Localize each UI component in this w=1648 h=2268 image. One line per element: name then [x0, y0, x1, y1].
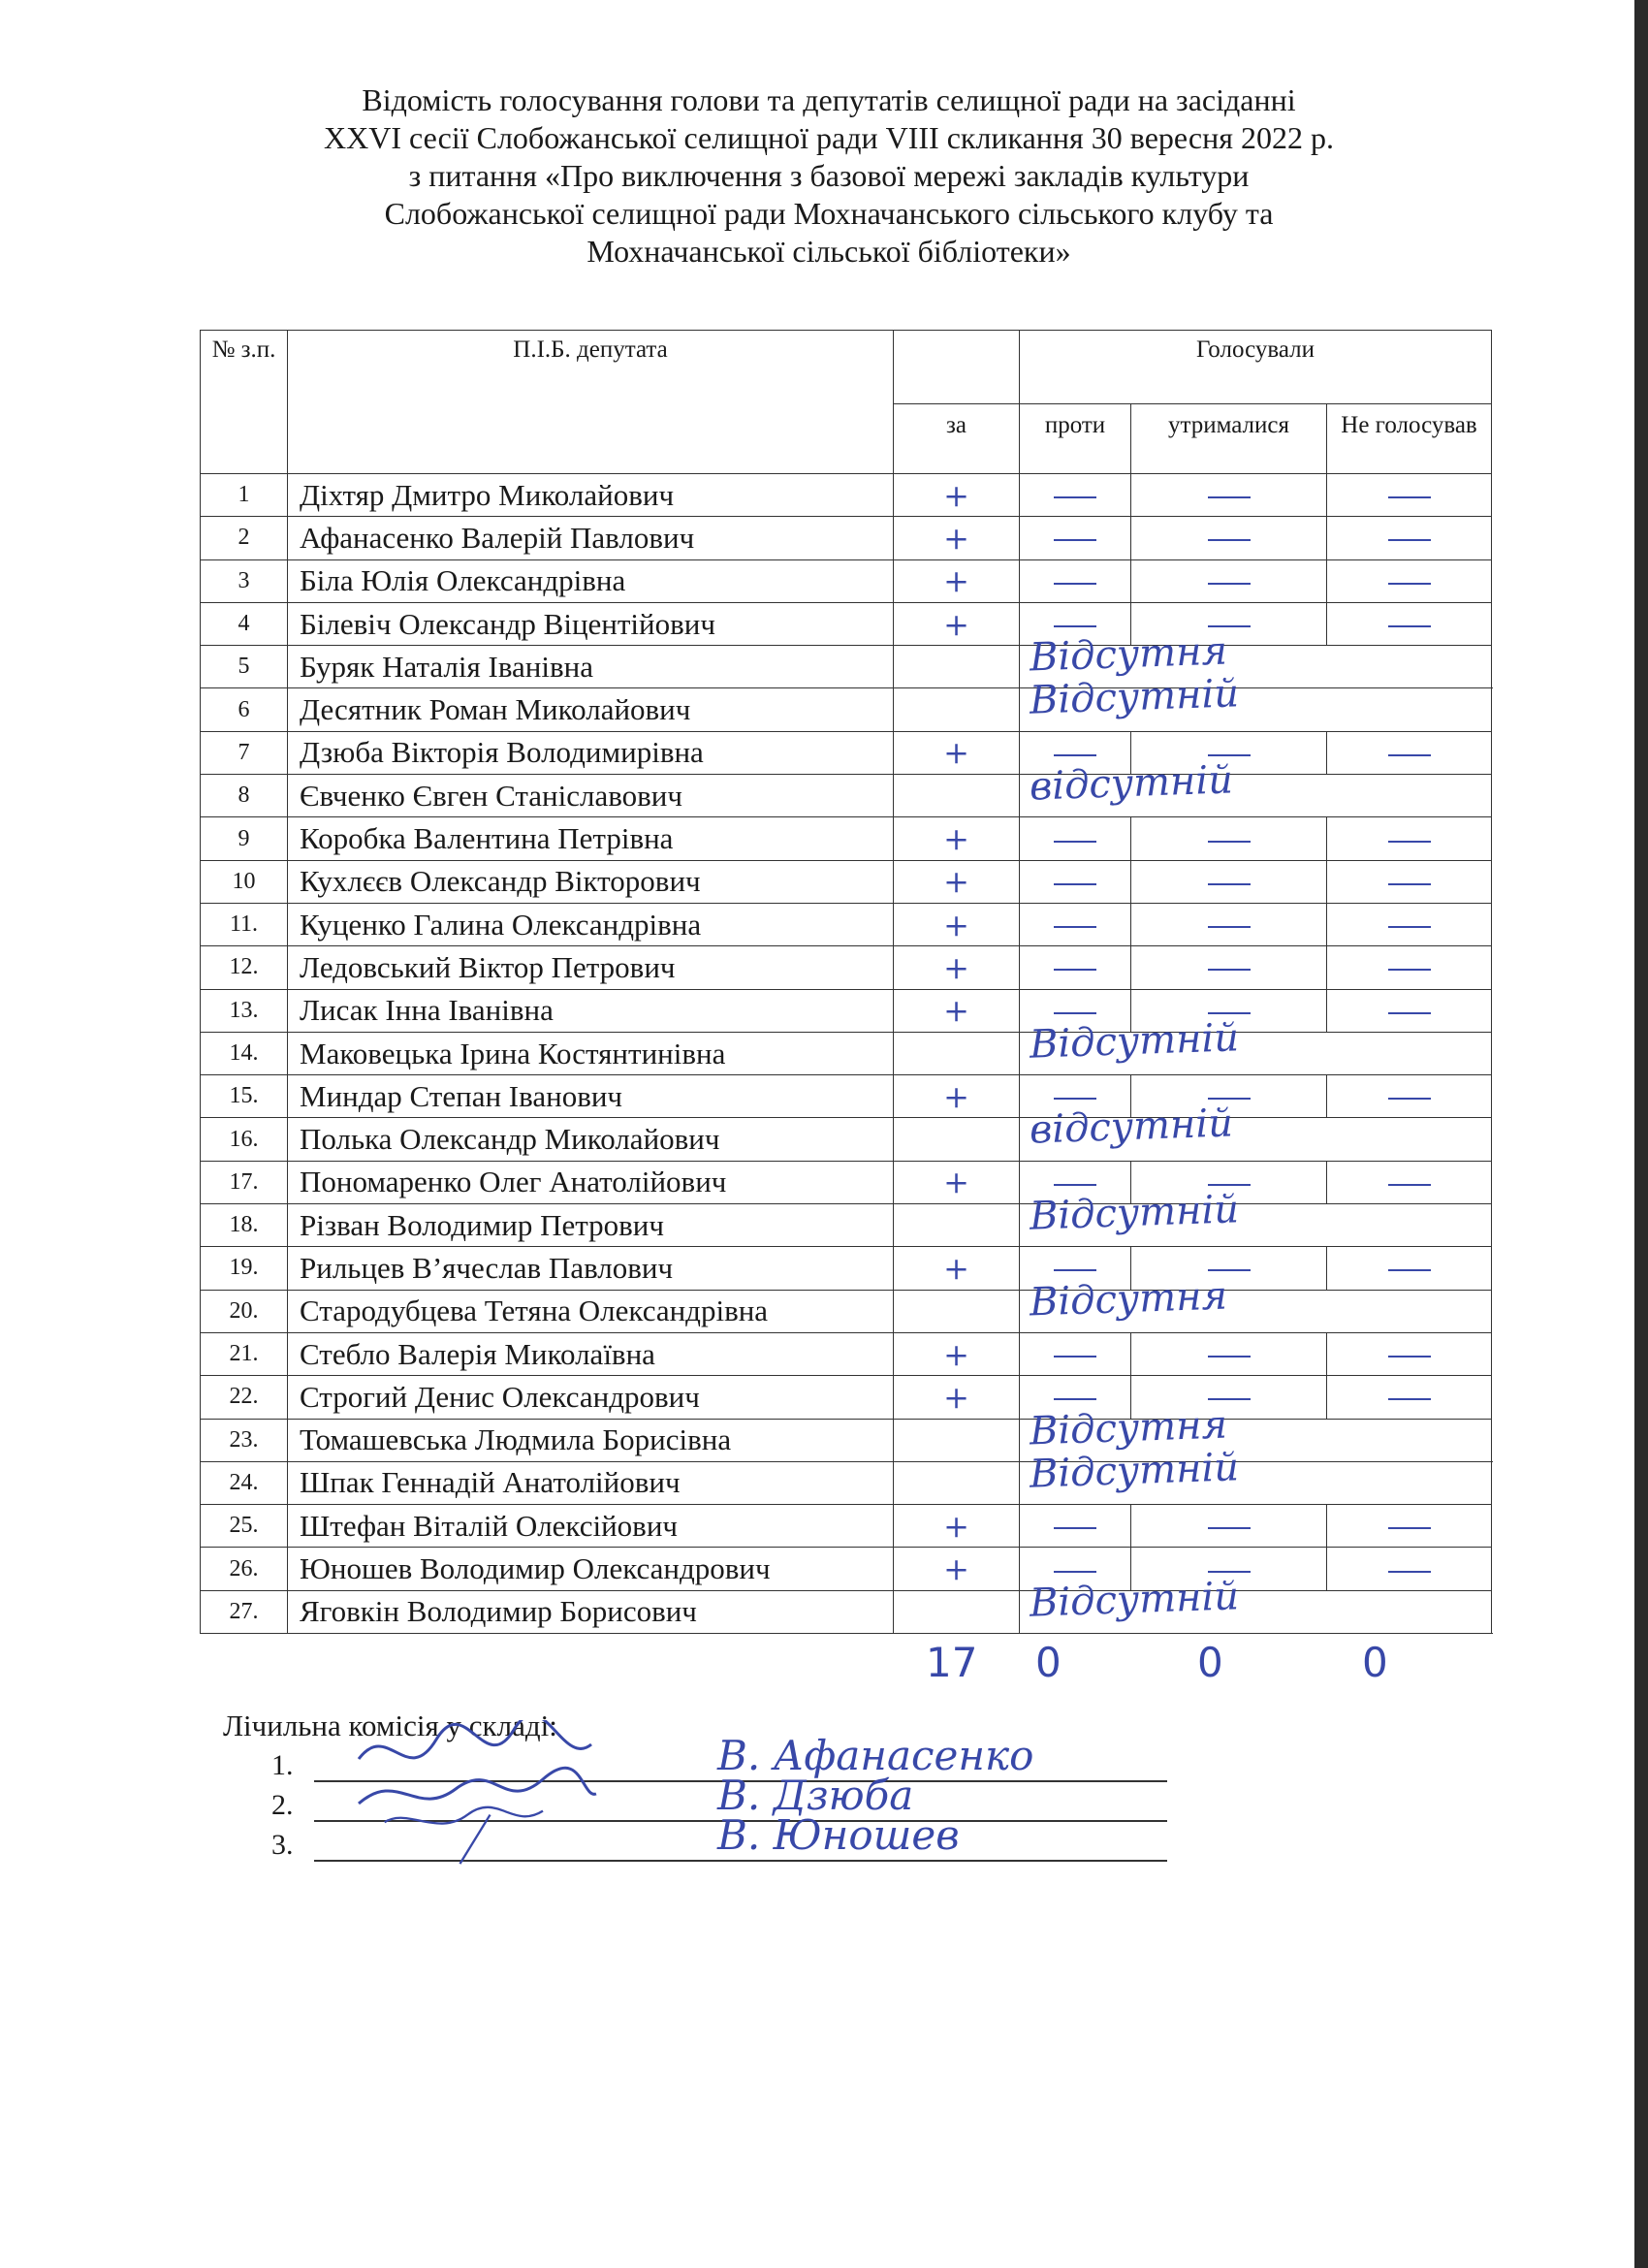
- vote-mark: +: [943, 562, 969, 600]
- member-name: В. Юношев: [717, 1811, 960, 1859]
- total-za: 17: [926, 1639, 978, 1686]
- dash-mark: [1054, 1571, 1096, 1573]
- dash-cell-utrymalysia: [1131, 559, 1327, 602]
- vote-mark: +: [943, 1550, 969, 1588]
- dash-mark: [1388, 841, 1431, 843]
- dash-cell-proty: [1020, 946, 1131, 989]
- dash-cell-ne-holosuvav: [1327, 731, 1492, 774]
- vote-mark: +: [943, 1077, 969, 1115]
- dash-mark: [1208, 625, 1251, 627]
- dash-mark: [1054, 625, 1096, 627]
- table-row: [201, 1247, 1492, 1290]
- absence-cell: [1020, 1273, 1492, 1332]
- absence-mark: відсутній: [1029, 1101, 1234, 1154]
- dash-mark: [1208, 1269, 1251, 1271]
- deputy-name: Яговкін Володимир Борисович: [288, 1590, 894, 1633]
- dash-mark: [1054, 969, 1096, 971]
- dash-mark: [1208, 754, 1251, 756]
- dash-cell-ne-holosuvav: [1327, 1548, 1492, 1590]
- row-number: 24.: [201, 1461, 288, 1504]
- cell-za: [894, 1032, 1020, 1074]
- dash-cell-ne-holosuvav: [1327, 517, 1492, 559]
- dash-cell-utrymalysia: [1131, 946, 1327, 989]
- vote-mark-za: [894, 1161, 1020, 1203]
- dash-mark: [1208, 1012, 1251, 1014]
- dash-mark: [1054, 1527, 1096, 1529]
- dash-cell-utrymalysia: [1131, 517, 1327, 559]
- dash-cell-ne-holosuvav: [1327, 860, 1492, 903]
- vote-mark: +: [943, 820, 969, 858]
- dash-mark: [1054, 754, 1096, 756]
- vote-mark-za: [894, 602, 1020, 645]
- row-number: 1: [201, 474, 288, 517]
- vote-mark-za: [894, 1376, 1020, 1419]
- vote-mark-za: [894, 946, 1020, 989]
- dash-cell-ne-holosuvav: [1327, 1247, 1492, 1290]
- dash-mark: [1054, 926, 1096, 928]
- table-row: [201, 903, 1492, 945]
- header-num: № з.п.: [201, 331, 288, 474]
- deputy-name: Десятник Роман Миколайович: [288, 688, 894, 731]
- vote-mark-za: [894, 989, 1020, 1032]
- dash-cell-proty: [1020, 1332, 1131, 1375]
- dash-mark: [1054, 841, 1096, 843]
- absence-cell: [1020, 1187, 1492, 1247]
- absence-mark: Відсутня: [1029, 1401, 1228, 1454]
- deputy-name: Ледовський Віктор Петрович: [288, 946, 894, 989]
- vote-mark-za: [894, 1505, 1020, 1548]
- dash-mark: [1054, 583, 1096, 585]
- deputy-name: Різван Володимир Петрович: [288, 1204, 894, 1247]
- table-row: [201, 602, 1492, 645]
- row-number: 19.: [201, 1247, 288, 1290]
- vote-mark-za: [894, 1075, 1020, 1118]
- vote-totals: [0, 1639, 1648, 1687]
- cell-za: [894, 1290, 1020, 1332]
- table-row: [201, 1075, 1492, 1118]
- cell-za: [894, 1590, 1020, 1633]
- dash-cell-ne-holosuvav: [1327, 1376, 1492, 1419]
- row-number: 27.: [201, 1590, 288, 1633]
- dash-mark: [1388, 625, 1431, 627]
- dash-mark: [1054, 1398, 1096, 1400]
- table-row: [201, 1290, 1492, 1332]
- dash-mark: [1388, 1184, 1431, 1186]
- dash-cell-ne-holosuvav: [1327, 602, 1492, 645]
- absence-mark: Відсутня: [1029, 628, 1228, 681]
- row-number: 12.: [201, 946, 288, 989]
- dash-mark: [1208, 1184, 1251, 1186]
- member-number: 2.: [271, 1789, 294, 1821]
- dash-cell-proty: [1020, 817, 1131, 860]
- deputy-name: Маковецька Ірина Костянтинівна: [288, 1032, 894, 1074]
- table-row: [201, 731, 1492, 774]
- dash-mark: [1208, 1527, 1251, 1529]
- dash-mark: [1388, 1527, 1431, 1529]
- absence-mark: Відсутній: [1029, 671, 1240, 724]
- dash-mark: [1054, 883, 1096, 885]
- deputy-name: Штефан Віталій Олексійович: [288, 1505, 894, 1548]
- deputy-name: Буряк Наталія Іванівна: [288, 646, 894, 688]
- title-line: з питання «Про виключення з базової мережі закладів культури: [408, 158, 1250, 193]
- table-row: [201, 1332, 1492, 1375]
- deputy-name: Діхтяр Дмитро Миколайович: [288, 474, 894, 517]
- dash-mark: [1388, 583, 1431, 585]
- dash-mark: [1208, 926, 1251, 928]
- row-number: 5: [201, 646, 288, 688]
- cell-za: [894, 688, 1020, 731]
- table-row: [201, 1376, 1492, 1419]
- table-row: [201, 946, 1492, 989]
- row-number: 4: [201, 602, 288, 645]
- table-row: [201, 775, 1492, 817]
- deputy-name: Дзюба Вікторія Володимирівна: [288, 731, 894, 774]
- dash-mark: [1388, 1571, 1431, 1573]
- commission-member: [271, 1732, 1034, 1782]
- dash-cell-ne-holosuvav: [1327, 946, 1492, 989]
- dash-mark: [1388, 969, 1431, 971]
- dash-mark: [1054, 1098, 1096, 1100]
- absence-cell: [1020, 1101, 1492, 1161]
- vote-mark-za: [894, 1247, 1020, 1290]
- table-row: [201, 1118, 1492, 1161]
- vote-mark: +: [943, 1378, 969, 1416]
- table-row: [201, 646, 1492, 688]
- row-number: 23.: [201, 1419, 288, 1461]
- table-row: [201, 517, 1492, 559]
- deputy-name: Кухлєєв Олександр Вікторович: [288, 860, 894, 903]
- deputy-name: Стародубцева Тетяна Олександрівна: [288, 1290, 894, 1332]
- dash-mark: [1208, 883, 1251, 885]
- absence-mark: Відсутній: [1029, 1445, 1240, 1497]
- dash-cell-proty: [1020, 559, 1131, 602]
- member-name: В. Афанасенко: [717, 1732, 1034, 1779]
- cell-za: [894, 1204, 1020, 1247]
- dash-mark: [1388, 1012, 1431, 1014]
- deputy-name: Юношев Володимир Олександрович: [288, 1548, 894, 1590]
- row-number: 13.: [201, 989, 288, 1032]
- cell-za: [894, 1419, 1020, 1461]
- dash-cell-ne-holosuvav: [1327, 1161, 1492, 1203]
- table-row: [201, 817, 1492, 860]
- document-title: [223, 81, 1435, 271]
- total-ne-holosuvav: 0: [1362, 1639, 1388, 1686]
- dash-cell-ne-holosuvav: [1327, 559, 1492, 602]
- vote-mark-za: [894, 517, 1020, 559]
- title-line: Мохначанської сільської бібліотеки»: [586, 234, 1071, 269]
- vote-mark-za: [894, 559, 1020, 602]
- vote-mark: +: [943, 519, 969, 557]
- vote-mark-za: [894, 817, 1020, 860]
- dash-cell-ne-holosuvav: [1327, 1075, 1492, 1118]
- absence-cell: [1020, 671, 1492, 731]
- dash-cell-utrymalysia: [1131, 1505, 1327, 1548]
- vote-mark-za: [894, 903, 1020, 945]
- table-row: [201, 1419, 1492, 1461]
- dash-mark: [1388, 1356, 1431, 1358]
- dash-mark: [1208, 969, 1251, 971]
- deputy-name: Білевіч Олександр Віцентійович: [288, 602, 894, 645]
- dash-cell-utrymalysia: [1131, 903, 1327, 945]
- cell-za: [894, 1118, 1020, 1161]
- deputy-name: Біла Юлія Олександрівна: [288, 559, 894, 602]
- member-name: В. Дзюба: [717, 1772, 914, 1819]
- vote-mark: +: [943, 992, 969, 1030]
- dash-mark: [1208, 1098, 1251, 1100]
- dash-mark: [1208, 539, 1251, 541]
- table-row: [201, 1548, 1492, 1590]
- row-number: 15.: [201, 1075, 288, 1118]
- row-number: 7: [201, 731, 288, 774]
- absence-cell: [1020, 1445, 1492, 1504]
- deputy-name: Коробка Валентина Петрівна: [288, 817, 894, 860]
- dash-mark: [1208, 496, 1251, 498]
- vote-mark-za: [894, 1332, 1020, 1375]
- dash-mark: [1208, 1571, 1251, 1573]
- dash-cell-ne-holosuvav: [1327, 1505, 1492, 1548]
- dash-cell-proty: [1020, 903, 1131, 945]
- row-number: 14.: [201, 1032, 288, 1074]
- vote-mark: +: [943, 734, 969, 772]
- dash-mark: [1054, 496, 1096, 498]
- row-number: 21.: [201, 1332, 288, 1375]
- dash-mark: [1388, 539, 1431, 541]
- absence-mark: відсутній: [1029, 757, 1234, 810]
- row-number: 2: [201, 517, 288, 559]
- dash-cell-ne-holosuvav: [1327, 474, 1492, 517]
- row-number: 18.: [201, 1204, 288, 1247]
- header-ne-holosuvav: Не голосував: [1327, 404, 1492, 474]
- deputy-name: Шпак Геннадій Анатолійович: [288, 1461, 894, 1504]
- deputy-name: Полька Олександр Миколайович: [288, 1118, 894, 1161]
- total-proty: 0: [1035, 1639, 1062, 1686]
- deputy-name: Лисак Інна Іванівна: [288, 989, 894, 1032]
- dash-cell-proty: [1020, 474, 1131, 517]
- row-number: 8: [201, 775, 288, 817]
- vote-mark: +: [943, 906, 969, 943]
- dash-mark: [1054, 1012, 1096, 1014]
- table-row: [201, 989, 1492, 1032]
- header-proty: проти: [1020, 404, 1131, 474]
- row-number: 10: [201, 860, 288, 903]
- row-number: 17.: [201, 1161, 288, 1203]
- dash-mark: [1054, 539, 1096, 541]
- table-row: [201, 1032, 1492, 1074]
- row-number: 25.: [201, 1505, 288, 1548]
- vote-mark: +: [943, 1249, 969, 1287]
- title-line: Слобожанської селищної ради Мохначанського сільського клубу та: [384, 196, 1274, 231]
- deputy-name: Строгий Денис Олександрович: [288, 1376, 894, 1419]
- dash-mark: [1388, 1269, 1431, 1271]
- dash-cell-proty: [1020, 1505, 1131, 1548]
- deputy-name: Стебло Валерія Миколаївна: [288, 1332, 894, 1375]
- vote-mark: +: [943, 948, 969, 986]
- cell-za: [894, 646, 1020, 688]
- dash-mark: [1388, 883, 1431, 885]
- deputy-name: Рильцев В’ячеслав Павлович: [288, 1247, 894, 1290]
- table-row: [201, 1461, 1492, 1504]
- commission-member: [271, 1772, 914, 1822]
- dash-mark: [1388, 754, 1431, 756]
- row-number: 11.: [201, 903, 288, 945]
- dash-mark: [1054, 1184, 1096, 1186]
- absence-mark: Відсутній: [1029, 1015, 1240, 1068]
- table-row: [201, 860, 1492, 903]
- table-row: [201, 1590, 1492, 1633]
- row-number: 20.: [201, 1290, 288, 1332]
- dash-cell-utrymalysia: [1131, 817, 1327, 860]
- table-row: [201, 688, 1492, 731]
- absence-cell: [1020, 757, 1492, 817]
- row-number: 6: [201, 688, 288, 731]
- vote-mark: +: [943, 1507, 969, 1545]
- absence-cell: [1020, 1573, 1492, 1633]
- vote-mark: +: [943, 605, 969, 643]
- dash-mark: [1208, 841, 1251, 843]
- dash-mark: [1208, 1398, 1251, 1400]
- row-number: 26.: [201, 1548, 288, 1590]
- dash-cell-proty: [1020, 860, 1131, 903]
- dash-mark: [1388, 1398, 1431, 1400]
- dash-cell-utrymalysia: [1131, 1332, 1327, 1375]
- deputy-name: Афанасенко Валерій Павлович: [288, 517, 894, 559]
- cell-za: [894, 1461, 1020, 1504]
- deputy-name: Миндар Степан Іванович: [288, 1075, 894, 1118]
- dash-cell-utrymalysia: [1131, 860, 1327, 903]
- deputy-name: Томашевська Людмила Борисівна: [288, 1419, 894, 1461]
- dash-mark: [1208, 583, 1251, 585]
- commission-member: [271, 1811, 960, 1862]
- dash-cell-ne-holosuvav: [1327, 1332, 1492, 1375]
- header-name: П.І.Б. депутата: [288, 331, 894, 474]
- dash-mark: [1054, 1269, 1096, 1271]
- dash-mark: [1388, 926, 1431, 928]
- deputy-name: Пономаренко Олег Анатолійович: [288, 1161, 894, 1203]
- header-za: за: [894, 404, 1020, 474]
- vote-mark: +: [943, 863, 969, 901]
- dash-cell-ne-holosuvav: [1327, 903, 1492, 945]
- deputy-name: Євченко Євген Станіславович: [288, 775, 894, 817]
- dash-mark: [1388, 1098, 1431, 1100]
- absence-mark: Відсутній: [1029, 1573, 1240, 1626]
- row-number: 3: [201, 559, 288, 602]
- vote-mark-za: [894, 1548, 1020, 1590]
- deputy-name: Куценко Галина Олександрівна: [288, 903, 894, 945]
- table-row: [201, 559, 1492, 602]
- dash-cell-proty: [1020, 517, 1131, 559]
- title-line: XXVI сесії Слобожанської селищної ради VIII скликання 30 вересня 2022 р.: [324, 120, 1334, 155]
- dash-cell-ne-holosuvav: [1327, 817, 1492, 860]
- row-number: 22.: [201, 1376, 288, 1419]
- header-utrymalysia: утрималися: [1131, 404, 1327, 474]
- table-row: [201, 1204, 1492, 1247]
- scan-edge: [1634, 0, 1648, 2268]
- row-number: 16.: [201, 1118, 288, 1161]
- vote-mark-za: [894, 474, 1020, 517]
- vote-mark: +: [943, 476, 969, 514]
- vote-mark-za: [894, 860, 1020, 903]
- voting-table: [200, 330, 1492, 1634]
- absence-mark: Відсутній: [1029, 1187, 1240, 1239]
- dash-cell-ne-holosuvav: [1327, 989, 1492, 1032]
- table-row: [201, 474, 1492, 517]
- vote-mark: +: [943, 1335, 969, 1373]
- vote-mark: +: [943, 1164, 969, 1201]
- member-number: 3.: [271, 1829, 294, 1861]
- absence-mark: Відсутня: [1029, 1273, 1228, 1326]
- dash-mark: [1054, 1356, 1096, 1358]
- header-empty: [894, 331, 1020, 404]
- cell-za: [894, 775, 1020, 817]
- commission-label: Лічильна комісія у складі:: [223, 1709, 557, 1742]
- dash-cell-utrymalysia: [1131, 474, 1327, 517]
- table-row: [201, 1505, 1492, 1548]
- signature-image: [349, 1800, 601, 1868]
- dash-mark: [1388, 496, 1431, 498]
- title-line: Відомість голосування голови та депутатів селищної ради на засіданні: [362, 82, 1296, 117]
- absence-cell: [1020, 1015, 1492, 1074]
- dash-mark: [1208, 1356, 1251, 1358]
- total-utrymalysia: 0: [1197, 1639, 1223, 1686]
- header-voted: Голосували: [1020, 331, 1492, 404]
- member-number: 1.: [271, 1749, 294, 1781]
- row-number: 9: [201, 817, 288, 860]
- vote-mark-za: [894, 731, 1020, 774]
- table-row: [201, 1161, 1492, 1203]
